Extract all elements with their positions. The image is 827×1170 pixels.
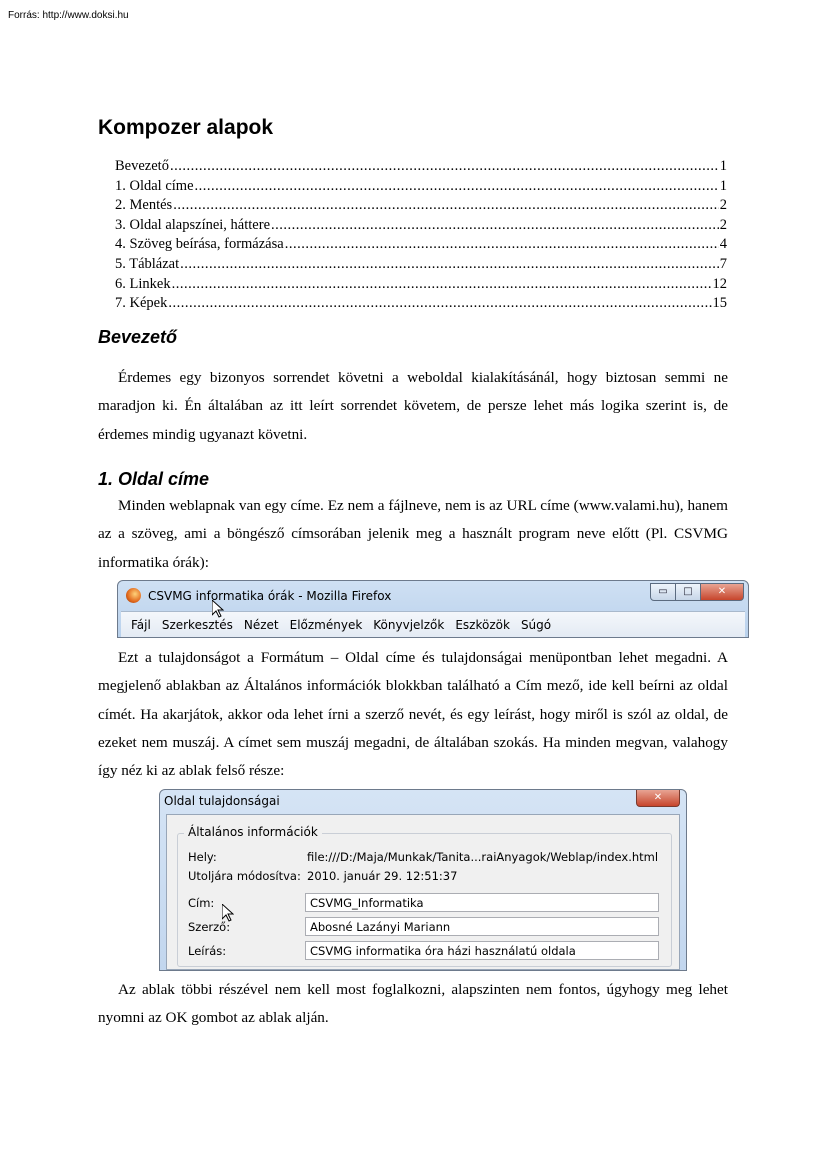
toc-leader bbox=[172, 275, 712, 295]
firefox-window-title: CSVMG informatika órák - Mozilla Firefox bbox=[148, 589, 392, 603]
menu-view[interactable]: Nézet bbox=[243, 618, 279, 632]
toc-label: 3. Oldal alapszínei, háttere bbox=[115, 216, 271, 233]
toc-label: 7. Képek bbox=[115, 295, 168, 312]
toc-label: 1. Oldal címe bbox=[115, 177, 194, 194]
description-input[interactable]: CSVMG informatika óra házi használatú oldala bbox=[305, 941, 659, 960]
location-value: file:///D:/Maja/Munkak/Tanita...raiAnyagok/Weblap/index.html bbox=[307, 850, 659, 864]
toc-entry[interactable] bbox=[115, 235, 727, 255]
intro-paragraph: Érdemes egy bizonyos sorrendet követni a weboldal kialakításánál, hogy biztosan semmi ne maradjon ki. Én általában az itt leírt sorrendet követem, de persze lehet más logika szerint is, de érdemes mindig ugyanazt követni. bbox=[98, 369, 728, 443]
firefox-logo-icon bbox=[126, 588, 141, 603]
toc-page: 1 bbox=[719, 158, 727, 174]
maximize-button[interactable]: □ bbox=[675, 583, 701, 601]
modified-label: Utoljára módosítva: bbox=[188, 869, 301, 883]
toc-page: 4 bbox=[719, 236, 727, 253]
toc-leader bbox=[170, 157, 719, 177]
page-title-paragraph-2: Ezt a tulajdonságot a Formátum – Oldal címe és tulajdonságai menüpontban lehet megadni. A megjelenő ablakban az Általános információk blokkban található a Cím mező, ide kell beírni az oldal címét. Ha akarjátok, akkor oda lehet írni a szerző nevét, és egy leírást, hogy miről is szól az oldal, de ezeket nem muszáj. A címet sem muszáj megadni, de általában szokás. Ha minden megvan, valahogy így néz ki az ablak felső része: bbox=[98, 649, 728, 780]
table-of-contents bbox=[115, 157, 727, 314]
toc-label: 2. Mentés bbox=[115, 197, 173, 214]
description-label: Leírás: bbox=[188, 944, 227, 958]
menu-history[interactable]: Előzmények bbox=[289, 618, 363, 632]
toc-entry[interactable] bbox=[115, 216, 727, 236]
toc-entry[interactable] bbox=[115, 294, 727, 314]
toc-label: Bevezető bbox=[115, 158, 169, 174]
menu-help[interactable]: Súgó bbox=[520, 618, 552, 632]
toc-label: 5. Táblázat bbox=[115, 255, 180, 272]
toc-leader bbox=[285, 235, 719, 255]
toc-leader bbox=[173, 196, 719, 216]
modified-value: 2010. január 29. 12:51:37 bbox=[307, 869, 458, 883]
title-input[interactable]: CSVMG_Informatika bbox=[305, 893, 659, 912]
menu-edit[interactable]: Szerkesztés bbox=[161, 618, 233, 632]
section-heading-page-title: 1. Oldal címe bbox=[98, 469, 210, 489]
toc-entry[interactable] bbox=[115, 177, 727, 197]
toc-leader bbox=[180, 255, 719, 275]
menu-tools[interactable]: Eszközök bbox=[455, 618, 510, 632]
section-heading-intro: Bevezető bbox=[98, 327, 178, 347]
menu-file[interactable]: Fájl bbox=[131, 618, 151, 632]
close-button[interactable]: ✕ bbox=[700, 583, 744, 601]
toc-entry[interactable] bbox=[115, 157, 727, 177]
location-label: Hely: bbox=[188, 850, 217, 864]
author-label: Szerző: bbox=[188, 920, 231, 934]
author-input[interactable]: Abosné Lazányi Mariann bbox=[305, 917, 659, 936]
toc-label: 6. Linkek bbox=[115, 275, 171, 292]
page-title-paragraph-3: Az ablak többi részével nem kell most foglalkozni, alapszinten nem fontos, úgyhogy meg lehet nyomni az OK gombot az ablak alján. bbox=[98, 981, 728, 1027]
dialog-title: Oldal tulajdonságai bbox=[164, 794, 280, 808]
toc-leader bbox=[271, 216, 719, 236]
firefox-window-screenshot bbox=[117, 580, 749, 638]
toc-entry[interactable] bbox=[115, 275, 727, 295]
page-properties-dialog-screenshot bbox=[159, 789, 687, 971]
toc-page: 2 bbox=[719, 197, 727, 214]
window-controls bbox=[651, 583, 744, 601]
dialog-body bbox=[166, 814, 680, 970]
page-title-paragraph-1: Minden weblapnak van egy címe. Ez nem a fájlneve, nem is az URL címe (www.valami.hu), hanem az a szöveg, ami a böngésző címsorában jelenik meg a használt program neve előtt (Pl. CSVMG informatika órák): bbox=[98, 497, 728, 571]
toc-page: 1 bbox=[719, 177, 727, 194]
toc-leader bbox=[168, 294, 711, 314]
dialog-close-button[interactable]: ✕ bbox=[636, 790, 680, 807]
toc-page: 7 bbox=[719, 255, 727, 272]
toc-leader bbox=[195, 177, 719, 197]
toc-entry[interactable] bbox=[115, 255, 727, 275]
minimize-button[interactable]: ▭ bbox=[650, 583, 676, 601]
menu-bookmarks[interactable]: Könyvjelzők bbox=[373, 618, 445, 632]
toc-entry[interactable] bbox=[115, 196, 727, 216]
toc-page: 2 bbox=[719, 216, 727, 233]
document-title: Kompozer alapok bbox=[98, 116, 274, 139]
toc-page: 12 bbox=[712, 275, 727, 292]
source-note: Forrás: http://www.doksi.hu bbox=[8, 10, 129, 21]
toc-page: 15 bbox=[712, 295, 727, 312]
title-label: Cím: bbox=[188, 896, 215, 910]
general-info-group-title: Általános információk bbox=[184, 825, 322, 839]
toc-label: 4. Szöveg beírása, formázása bbox=[115, 236, 284, 253]
